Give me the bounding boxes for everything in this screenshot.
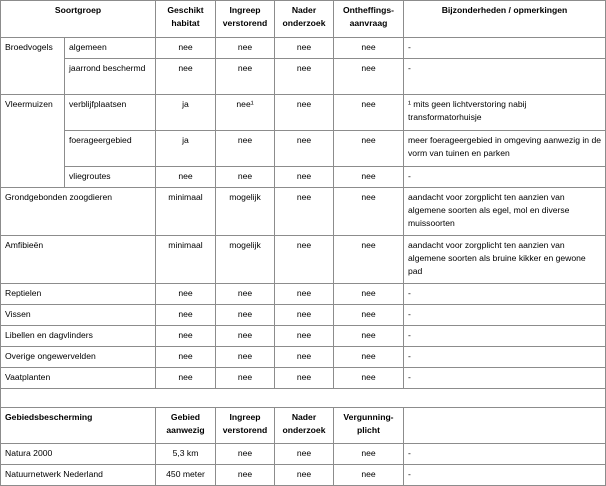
table-row [1,305,606,326]
cell-opmerking: ¹ mits geen lichtverstoring nabij transformatorhuisje [404,95,606,131]
cell-ontheffing: nee [334,236,404,284]
cell-habitat: minimaal [156,188,216,236]
spacer-cell [1,389,606,408]
cell-vergunning: nee [334,465,404,486]
cell-ontheffing: nee [334,188,404,236]
table-row [1,236,606,284]
row-name: Overige ongewervelden [1,347,156,368]
row-name: Vaatplanten [1,368,156,389]
row-name: Natuurnetwerk Nederland [1,465,156,486]
soort-header-row [1,1,606,38]
cell-nader: nee [275,347,334,368]
row-sub: foerageergebied [65,131,156,167]
cell-nader: nee [275,305,334,326]
cell-opmerking: - [404,368,606,389]
cell-nader: nee [275,444,334,465]
cell-ingreep: nee [216,465,275,486]
cell-afstand: 450 meter [156,465,216,486]
cell-habitat: nee [156,59,216,95]
cell-habitat: nee [156,38,216,59]
header-vergunningplicht: Vergunning-plicht [334,408,404,444]
table-row [1,95,606,131]
cell-habitat: nee [156,167,216,188]
cell-ingreep: nee [216,368,275,389]
cell-opmerking: - [404,305,606,326]
cell-opmerking: - [404,38,606,59]
row-name: Libellen en dagvlinders [1,326,156,347]
row-name: Grondgebonden zoogdieren [1,188,156,236]
cell-ingreep: nee [216,326,275,347]
cell-ontheffing: nee [334,305,404,326]
table-row [1,444,606,465]
cell-ontheffing: nee [334,368,404,389]
cell-nader: nee [275,59,334,95]
table-row [1,326,606,347]
cell-opmerking: - [404,465,606,486]
cell-ontheffing: nee [334,95,404,131]
cell-ingreep: nee [216,38,275,59]
header-nader-onderzoek: Nader onderzoek [275,1,334,38]
cell-nader: nee [275,465,334,486]
row-name: Amfibieën [1,236,156,284]
table-row [1,368,606,389]
cell-ingreep: nee [216,347,275,368]
row-sub: algemeen [65,38,156,59]
group-broedvogels: Broedvogels [1,38,65,95]
cell-ingreep: nee [216,305,275,326]
table-row [1,59,606,95]
cell-ingreep: nee [216,284,275,305]
row-sub: jaarrond beschermd [65,59,156,95]
cell-ontheffing: nee [334,131,404,167]
cell-opmerking: - [404,284,606,305]
cell-ingreep: nee [216,59,275,95]
cell-opmerking: aandacht voor zorgplicht ten aanzien van algemene soorten als egel, mol en diverse muissoorten [404,188,606,236]
row-sub: vliegroutes [65,167,156,188]
table-row [1,131,606,167]
cell-nader: nee [275,38,334,59]
spacer-row [1,389,606,408]
table-row [1,347,606,368]
cell-opmerking: - [404,326,606,347]
cell-nader: nee [275,284,334,305]
cell-habitat: nee [156,305,216,326]
header-geschikt-habitat: Geschikt habitat [156,1,216,38]
cell-ingreep: nee [216,167,275,188]
cell-ingreep: nee [216,444,275,465]
cell-ontheffing: nee [334,326,404,347]
row-name: Natura 2000 [1,444,156,465]
cell-nader: nee [275,326,334,347]
header-ingreep-verstorend: Ingreep verstorend [216,1,275,38]
cell-habitat: nee [156,326,216,347]
cell-habitat: nee [156,284,216,305]
row-name: Vissen [1,305,156,326]
cell-ontheffing: nee [334,59,404,95]
cell-habitat: nee [156,368,216,389]
table-row [1,284,606,305]
group-vleermuizen: Vleermuizen [1,95,65,188]
cell-nader: nee [275,368,334,389]
cell-nader: nee [275,188,334,236]
cell-ingreep: mogelijk [216,188,275,236]
header-ingreep-verstorend: Ingreep verstorend [216,408,275,444]
cell-nader: nee [275,95,334,131]
header-soortgroep: Soortgroep [1,1,156,38]
header-gebied-aanwezig: Gebied aanwezig [156,408,216,444]
header-gebiedsbescherming: Gebiedsbescherming [1,408,156,444]
table-row [1,188,606,236]
cell-ingreep: mogelijk [216,236,275,284]
row-sub: verblijfplaatsen [65,95,156,131]
cell-nader: nee [275,131,334,167]
table-row [1,38,606,59]
cell-afstand: 5,3 km [156,444,216,465]
cell-opmerking: aandacht voor zorgplicht ten aanzien van algemene soorten als bruine kikker en gewone pad [404,236,606,284]
cell-habitat: ja [156,95,216,131]
cell-vergunning: nee [334,444,404,465]
cell-opmerking: - [404,167,606,188]
gebied-header-row [1,408,606,444]
cell-opmerking: meer foerageergebied in omgeving aanwezig in de vorm van tuinen en parken [404,131,606,167]
cell-ingreep: nee [216,131,275,167]
header-nader-onderzoek: Nader onderzoek [275,408,334,444]
cell-opmerking: - [404,59,606,95]
table-row [1,167,606,188]
cell-nader: nee [275,236,334,284]
cell-ontheffing: nee [334,167,404,188]
cell-nader: nee [275,167,334,188]
cell-opmerking: - [404,347,606,368]
header-empty-cell [404,408,606,444]
cell-ontheffing: nee [334,284,404,305]
table-row [1,465,606,486]
cell-habitat: ja [156,131,216,167]
row-name: Reptielen [1,284,156,305]
cell-habitat: minimaal [156,236,216,284]
header-bijzonderheden: Bijzonderheden / opmerkingen [404,1,606,38]
header-ontheffingsaanvraag: Ontheffings-aanvraag [334,1,404,38]
cell-ontheffing: nee [334,38,404,59]
cell-opmerking: - [404,444,606,465]
cell-ontheffing: nee [334,347,404,368]
cell-habitat: nee [156,347,216,368]
cell-ingreep: nee¹ [216,95,275,131]
